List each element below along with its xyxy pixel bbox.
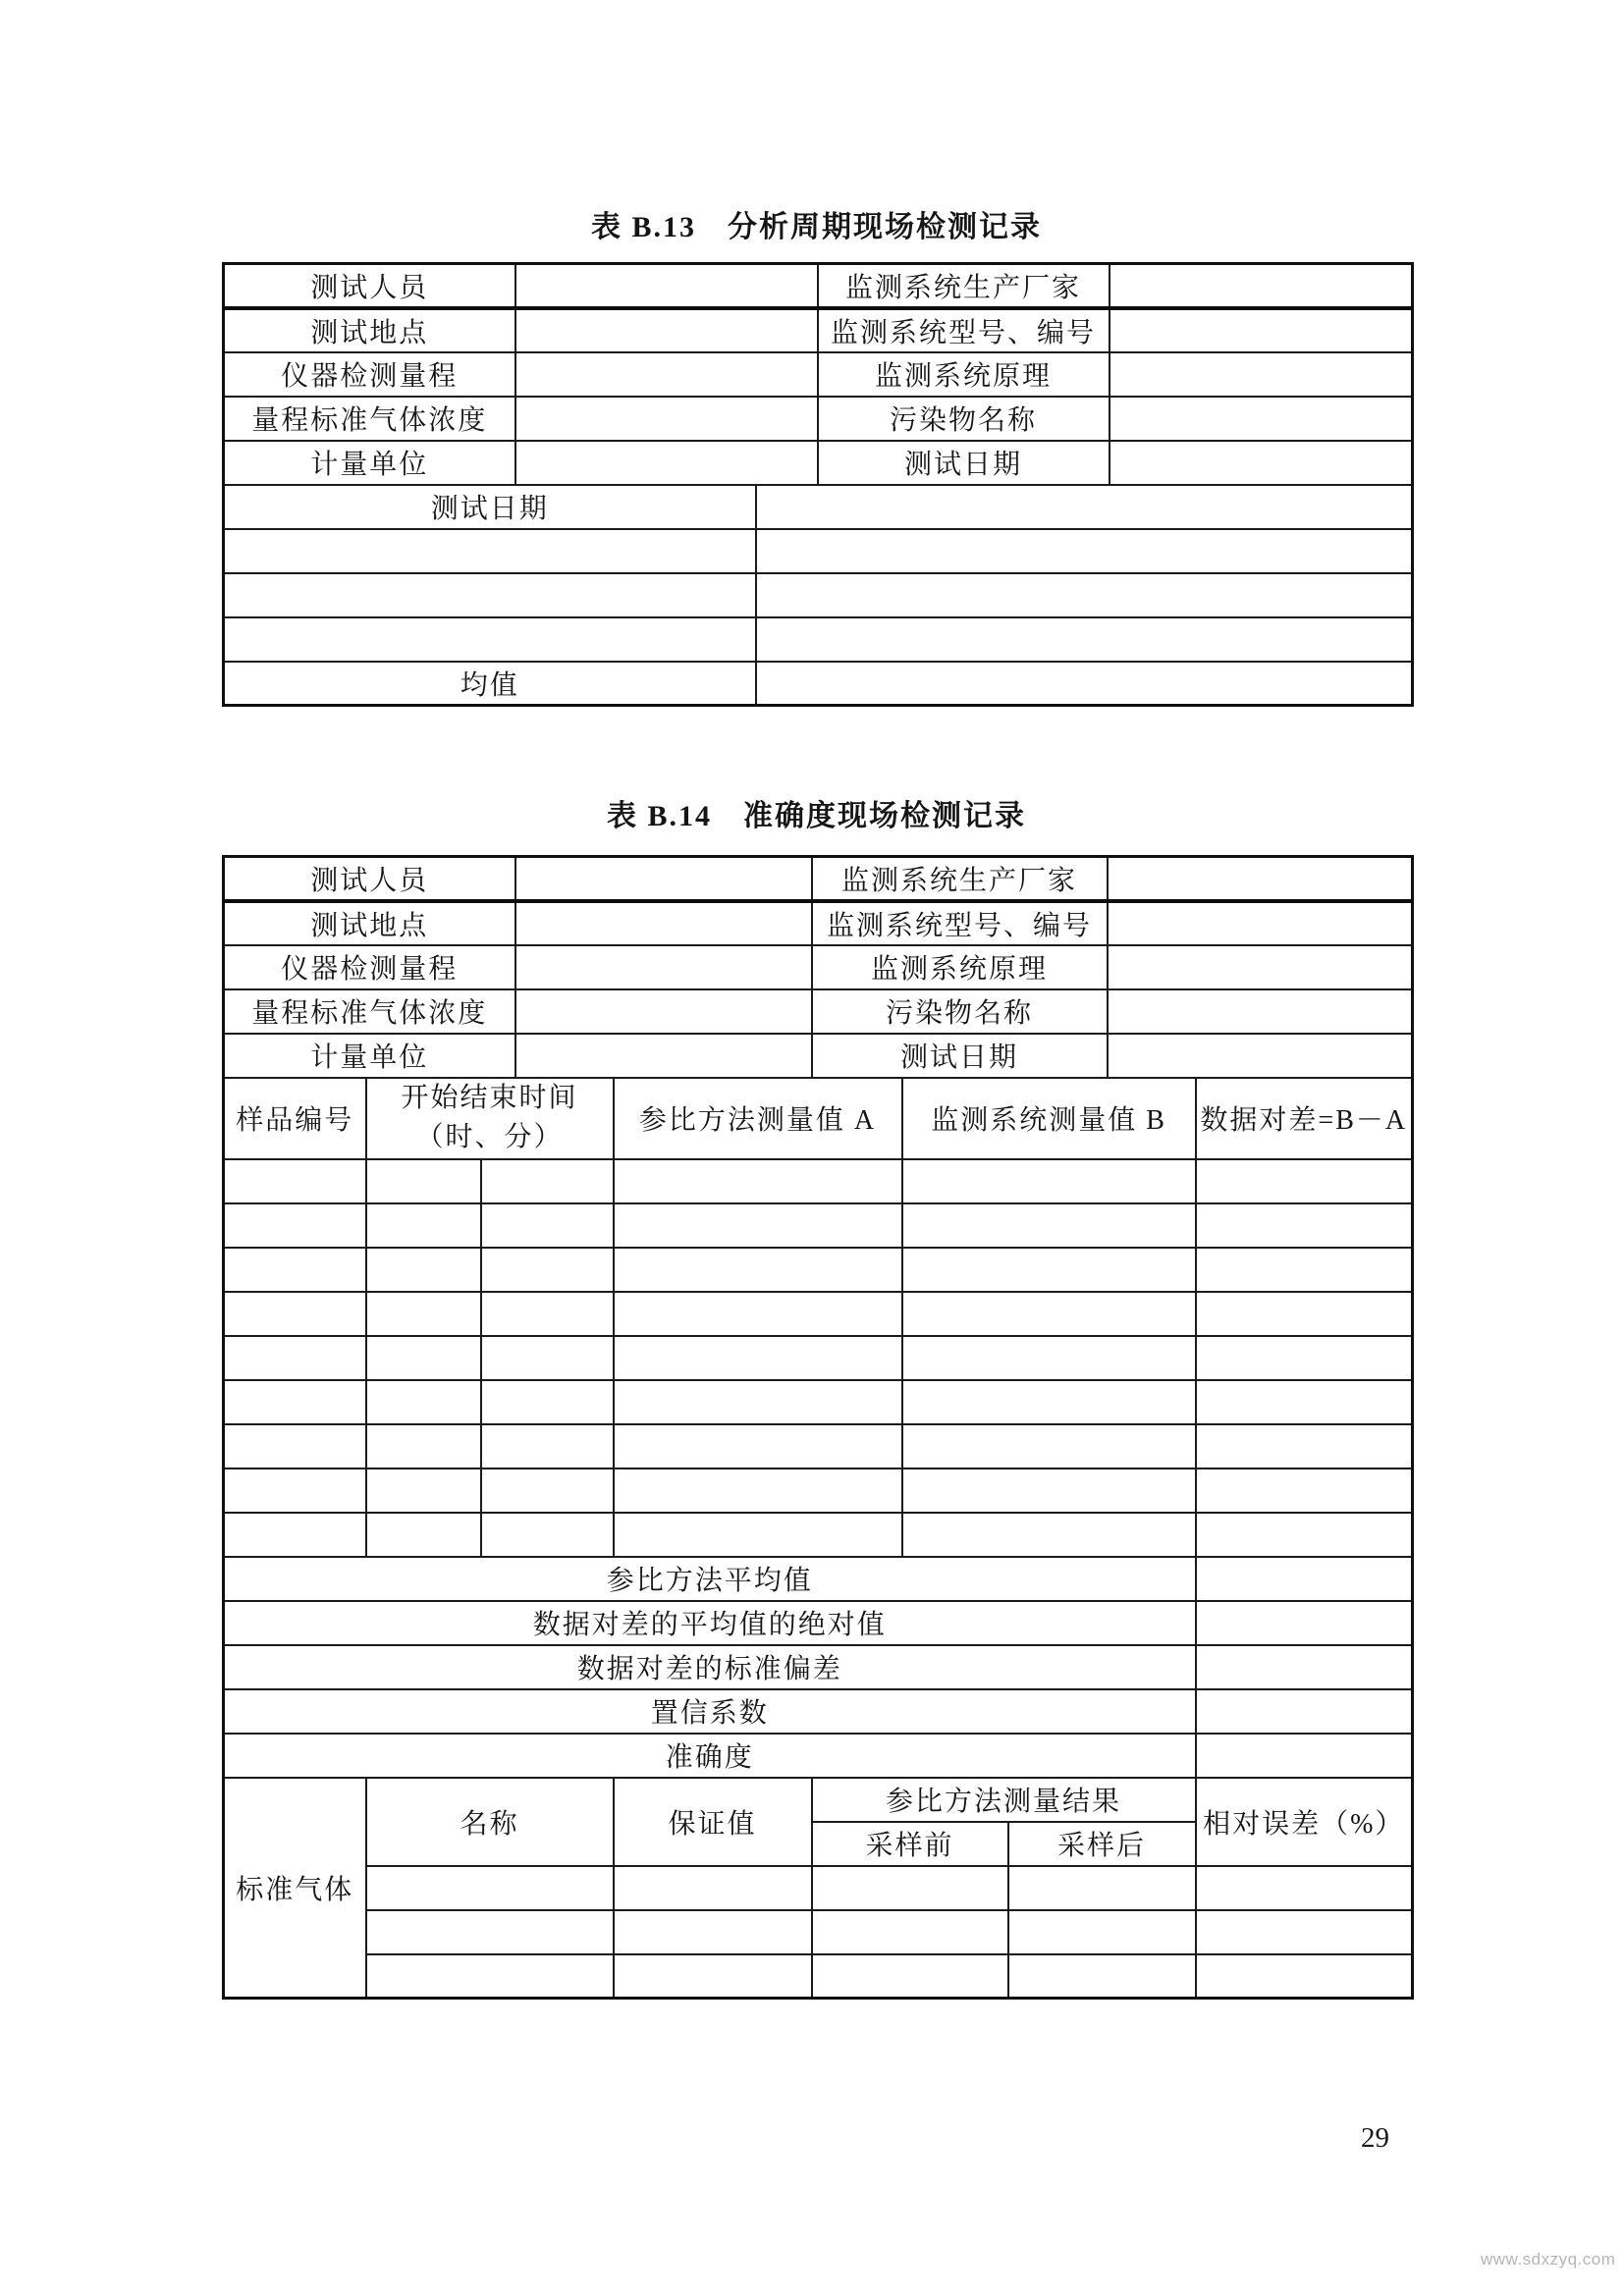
blank-cell <box>1108 945 1413 989</box>
blank-cell <box>515 397 818 441</box>
blank-cell <box>812 1954 1008 1999</box>
info-label-cell: 污染物名称 <box>812 989 1108 1034</box>
summary-row <box>224 1689 1413 1734</box>
blank-cell <box>515 945 812 989</box>
info-label-cell: 量程标准气体浓度 <box>224 397 515 441</box>
sample-data-row <box>224 1292 1413 1336</box>
blank-cell <box>1196 1866 1413 1910</box>
blank-cell <box>366 1424 481 1468</box>
blank-cell <box>366 1468 481 1513</box>
summary-label-cell: 参比方法平均值 <box>224 1557 1196 1601</box>
blank-cell <box>515 441 818 485</box>
sample-data-row <box>224 1380 1413 1424</box>
blank-cell <box>756 662 1413 706</box>
column-header-name: 名称 <box>366 1778 614 1866</box>
blank-cell <box>614 1468 902 1513</box>
blank-cell <box>224 1424 366 1468</box>
blank-cell <box>224 617 756 662</box>
blank-cell <box>224 1336 366 1380</box>
blank-cell <box>366 1910 614 1954</box>
table-b13-title: 表 B.13 分析周期现场检测记录 <box>590 211 1042 243</box>
column-header-after-sampling: 采样后 <box>1008 1822 1196 1866</box>
blank-cell <box>614 1248 902 1292</box>
blank-cell <box>515 308 818 352</box>
blank-cell <box>902 1336 1196 1380</box>
blank-cell <box>614 1159 902 1203</box>
info-label-cell: 监测系统型号、编号 <box>818 308 1110 352</box>
blank-cell <box>366 1513 481 1557</box>
blank-cell <box>1196 1336 1413 1380</box>
blank-cell <box>614 1954 812 1999</box>
info-row <box>224 352 1413 397</box>
summary-row <box>224 1645 1413 1689</box>
std-gas-header-row <box>224 1778 1413 1822</box>
sample-data-row <box>224 1336 1413 1380</box>
blank-cell <box>1196 1954 1413 1999</box>
summary-label-cell: 置信系数 <box>224 1689 1196 1734</box>
summary-label-cell: 准确度 <box>224 1734 1196 1778</box>
column-header-time <box>366 1078 614 1159</box>
blank-cell <box>1110 441 1413 485</box>
blank-row <box>224 573 1413 617</box>
info-row <box>224 901 1413 945</box>
info-label-cell: 量程标准气体浓度 <box>224 989 515 1034</box>
std-gas-label-cell: 标准气体 <box>224 1778 366 1999</box>
blank-cell <box>515 857 812 901</box>
blank-cell <box>481 1203 614 1248</box>
blank-cell <box>481 1248 614 1292</box>
blank-cell <box>1108 1034 1413 1078</box>
sample-data-row <box>224 1159 1413 1203</box>
blank-cell <box>1196 1645 1413 1689</box>
info-row <box>224 264 1413 308</box>
blank-cell <box>614 1513 902 1557</box>
info-label-cell: 测试人员 <box>224 264 515 308</box>
info-label-cell: 监测系统原理 <box>818 352 1110 397</box>
blank-cell <box>1196 1468 1413 1513</box>
blank-cell <box>614 1910 812 1954</box>
info-label-cell: 计量单位 <box>224 441 515 485</box>
column-header-ref-result: 参比方法测量结果 <box>812 1778 1196 1822</box>
blank-cell <box>1196 1601 1413 1645</box>
table-b14-title: 表 B.14 准确度现场检测记录 <box>606 800 1026 832</box>
blank-cell <box>224 1203 366 1248</box>
blank-cell <box>224 1380 366 1424</box>
column-header-guarantee: 保证值 <box>614 1778 812 1866</box>
summary-row <box>224 1557 1413 1601</box>
info-label-cell: 监测系统生产厂家 <box>812 857 1108 901</box>
page-number: 29 <box>1361 2122 1389 2154</box>
blank-cell <box>1110 264 1413 308</box>
blank-cell <box>366 1248 481 1292</box>
blank-cell <box>1196 1380 1413 1424</box>
info-row <box>224 945 1413 989</box>
summary-row <box>224 1734 1413 1778</box>
info-row <box>224 441 1413 485</box>
blank-cell <box>366 1954 614 1999</box>
sample-data-row <box>224 1203 1413 1248</box>
blank-cell <box>1110 308 1413 352</box>
blank-cell <box>366 1336 481 1380</box>
blank-cell <box>1008 1910 1196 1954</box>
blank-cell <box>224 573 756 617</box>
blank-cell <box>1110 352 1413 397</box>
blank-cell <box>515 989 812 1034</box>
info-label-cell: 仪器检测量程 <box>224 352 515 397</box>
summary-row <box>224 1601 1413 1645</box>
info-row <box>224 308 1413 352</box>
blank-cell <box>756 485 1413 529</box>
blank-cell <box>1196 1424 1413 1468</box>
blank-cell <box>481 1513 614 1557</box>
info-label-cell: 监测系统型号、编号 <box>812 901 1108 945</box>
blank-cell <box>481 1424 614 1468</box>
blank-cell <box>1196 1689 1413 1734</box>
blank-cell <box>1108 901 1413 945</box>
blank-cell <box>481 1159 614 1203</box>
blank-cell <box>614 1866 812 1910</box>
blank-cell <box>902 1203 1196 1248</box>
blank-cell <box>812 1910 1008 1954</box>
blank-cell <box>1008 1866 1196 1910</box>
column-header-time-line1: 开始结束时间 <box>401 1082 578 1113</box>
watermark: www.sdxzyq.com <box>1481 2250 1616 2269</box>
blank-cell <box>224 1248 366 1292</box>
std-gas-data-row <box>224 1954 1413 1999</box>
blank-cell <box>481 1292 614 1336</box>
summary-label-cell: 数据对差的标准偏差 <box>224 1645 1196 1689</box>
blank-row <box>224 617 1413 662</box>
blank-cell <box>481 1336 614 1380</box>
blank-cell <box>224 1292 366 1336</box>
summary-label-cell: 数据对差的平均值的绝对值 <box>224 1601 1196 1645</box>
blank-cell <box>902 1292 1196 1336</box>
blank-cell <box>366 1159 481 1203</box>
blank-cell <box>1196 1248 1413 1292</box>
blank-cell <box>902 1380 1196 1424</box>
blank-cell <box>1196 1910 1413 1954</box>
blank-cell <box>614 1380 902 1424</box>
sample-data-row <box>224 1468 1413 1513</box>
info-label-cell: 测试日期 <box>818 441 1110 485</box>
info-label-cell: 测试人员 <box>224 857 515 901</box>
date-label-cell: 测试日期 <box>224 485 756 529</box>
blank-cell <box>366 1380 481 1424</box>
blank-cell <box>902 1513 1196 1557</box>
column-header-before-sampling: 采样前 <box>812 1822 1008 1866</box>
mean-row <box>224 662 1413 706</box>
info-label-cell: 测试地点 <box>224 901 515 945</box>
info-row <box>224 397 1413 441</box>
blank-cell <box>756 617 1413 662</box>
blank-cell <box>515 1034 812 1078</box>
blank-cell <box>481 1468 614 1513</box>
column-header-sys-value: 监测系统测量值 B <box>902 1078 1196 1159</box>
blank-cell <box>902 1159 1196 1203</box>
blank-cell <box>224 1513 366 1557</box>
std-gas-data-row <box>224 1866 1413 1910</box>
sample-data-row <box>224 1513 1413 1557</box>
mean-label-cell: 均值 <box>224 662 756 706</box>
info-label-cell: 监测系统原理 <box>812 945 1108 989</box>
blank-cell <box>1196 1292 1413 1336</box>
blank-cell <box>902 1468 1196 1513</box>
info-row <box>224 989 1413 1034</box>
sample-data-row <box>224 1424 1413 1468</box>
blank-cell <box>902 1424 1196 1468</box>
blank-cell <box>481 1380 614 1424</box>
blank-cell <box>515 352 818 397</box>
blank-cell <box>614 1292 902 1336</box>
blank-cell <box>756 529 1413 573</box>
blank-cell <box>366 1866 614 1910</box>
blank-cell <box>614 1336 902 1380</box>
blank-cell <box>224 1468 366 1513</box>
blank-cell <box>366 1292 481 1336</box>
blank-cell <box>812 1866 1008 1910</box>
blank-cell <box>1196 1159 1413 1203</box>
column-header-rel-error: 相对误差（%） <box>1196 1778 1413 1866</box>
info-label-cell: 测试地点 <box>224 308 515 352</box>
column-header-sample-id: 样品编号 <box>224 1078 366 1159</box>
date-row <box>224 485 1413 529</box>
blank-cell <box>515 901 812 945</box>
info-label-cell: 仪器检测量程 <box>224 945 515 989</box>
table-b14 <box>222 855 1414 2000</box>
blank-cell <box>1108 989 1413 1034</box>
blank-cell <box>224 529 756 573</box>
column-header-time-line2: （时、分） <box>415 1122 564 1153</box>
blank-cell <box>1108 857 1413 901</box>
blank-cell <box>1008 1954 1196 1999</box>
sample-data-row <box>224 1248 1413 1292</box>
blank-cell <box>1196 1557 1413 1601</box>
blank-cell <box>1196 1203 1413 1248</box>
info-label-cell: 监测系统生产厂家 <box>818 264 1110 308</box>
blank-cell <box>1110 397 1413 441</box>
blank-cell <box>366 1203 481 1248</box>
blank-cell <box>1196 1513 1413 1557</box>
blank-cell <box>224 1159 366 1203</box>
column-header-ref-value: 参比方法测量值 A <box>614 1078 902 1159</box>
info-label-cell: 测试日期 <box>812 1034 1108 1078</box>
blank-cell <box>756 573 1413 617</box>
blank-cell <box>614 1203 902 1248</box>
blank-cell <box>614 1424 902 1468</box>
info-row <box>224 1034 1413 1078</box>
sample-header-row <box>224 1078 1413 1159</box>
std-gas-data-row <box>224 1910 1413 1954</box>
blank-cell <box>902 1248 1196 1292</box>
table-b13 <box>222 262 1414 707</box>
column-header-diff: 数据对差=B－A <box>1196 1078 1413 1159</box>
blank-row <box>224 529 1413 573</box>
blank-cell <box>515 264 818 308</box>
info-label-cell: 计量单位 <box>224 1034 515 1078</box>
info-label-cell: 污染物名称 <box>818 397 1110 441</box>
blank-cell <box>1196 1734 1413 1778</box>
info-row <box>224 857 1413 901</box>
